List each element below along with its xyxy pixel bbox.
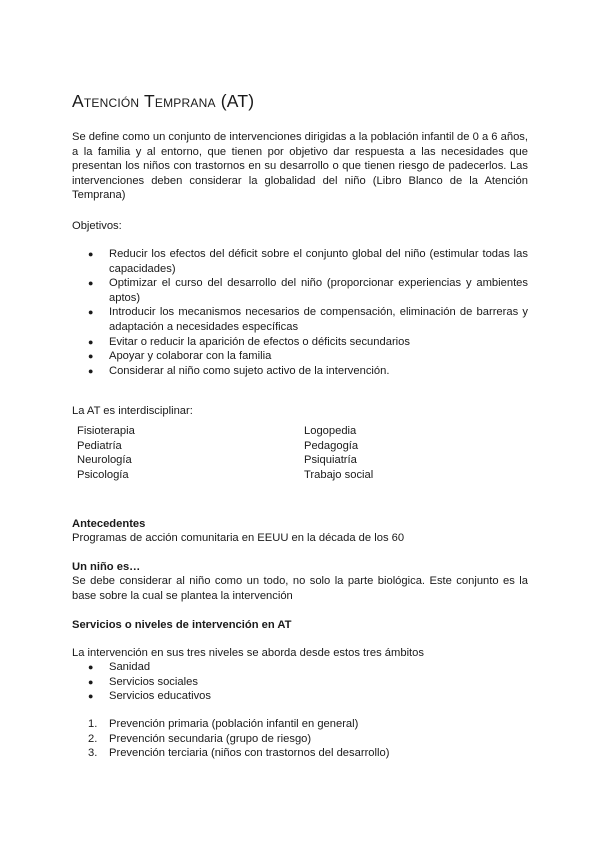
objetivos-label: Objetivos: — [72, 220, 122, 232]
intro-paragraph: Se define como un conjunto de intervenciones dirigidas a la población infantil de 0 a 6 años, a la familia y al entorno, que tienen por objetivo dar respuesta a las necesidades que presentan los niños con trastornos en su desarrollo o que tienen riesgo de padecerlos. Las intervenciones deben considerar la globalidad del niño (Libro Blanco de la Atención Temprana) — [72, 131, 528, 202]
list-item: ● Optimizar el curso del desarrollo del niño (proporcionar experiencias y ambientes aptos) — [72, 276, 528, 305]
objetivos-list — [72, 247, 528, 378]
list-item: ● Considerar al niño como sujeto activo de la intervención. — [72, 364, 528, 379]
disciplinas-column-2 — [304, 424, 373, 482]
list-item: ● Introducir los mecanismos necesarios de compensación, eliminación de barreras y adaptación a necesidades específicas — [72, 305, 528, 334]
list-item: ● Apoyar y colaborar con la familia — [72, 349, 528, 364]
list-item-text: Prevención primaria (población infantil en general) — [109, 718, 359, 730]
list-item — [72, 746, 528, 761]
disciplina-item: Fisioterapia — [77, 425, 135, 437]
list-item: ● Reducir los efectos del déficit sobre el conjunto global del niño (estimular todas las capacidades) — [72, 247, 528, 276]
disciplina-item: Pediatría — [77, 439, 122, 452]
list-item: ● Servicios educativos — [72, 689, 528, 704]
disciplina-item: Psicología — [77, 468, 129, 481]
disciplinas-column-1 — [77, 424, 135, 482]
list-item-text: Prevención terciaria (niños con trastornos del desarrollo) — [109, 747, 390, 760]
document-page — [72, 0, 528, 848]
list-item: ● Servicios sociales — [72, 675, 528, 690]
list-number: 3. — [88, 747, 98, 760]
list-number: 1. — [88, 718, 98, 730]
antecedentes-text: Programas de acción comunitaria en EEUU en la década de los 60 — [72, 532, 405, 544]
list-item: ● Sanidad — [72, 660, 528, 675]
nino-heading: Un niño es… — [72, 561, 141, 573]
list-item-text: Prevención secundaria (grupo de riesgo) — [109, 732, 312, 745]
disciplina-item: Neurología — [77, 454, 132, 467]
list-item — [72, 717, 528, 732]
disciplina-item: Pedagogía — [304, 439, 359, 452]
disciplina-item: Trabajo social — [304, 468, 374, 481]
servicios-heading: Servicios o niveles de intervención en AT — [72, 619, 292, 631]
antecedentes-heading: Antecedentes — [72, 518, 146, 530]
page-title: Atención Temprana (AT) — [72, 91, 255, 111]
disciplina-item: Psiquiatría — [304, 454, 357, 467]
ambitos-list — [72, 660, 528, 704]
niveles-list — [72, 717, 528, 761]
list-number: 2. — [88, 732, 98, 745]
list-item: ● Evitar o reducir la aparición de efectos o déficits secundarios — [72, 335, 528, 350]
list-item — [72, 732, 528, 747]
disciplina-item: Logopedia — [304, 425, 357, 437]
interdisciplinar-label: La AT es interdisciplinar: — [72, 405, 193, 417]
servicios-intro: La intervención en sus tres niveles se aborda desde estos tres ámbitos — [72, 647, 424, 659]
nino-text: Se debe considerar al niño como un todo, no solo la parte biológica. Este conjunto es la base sobre la cual se plantea la intervención — [72, 575, 528, 602]
